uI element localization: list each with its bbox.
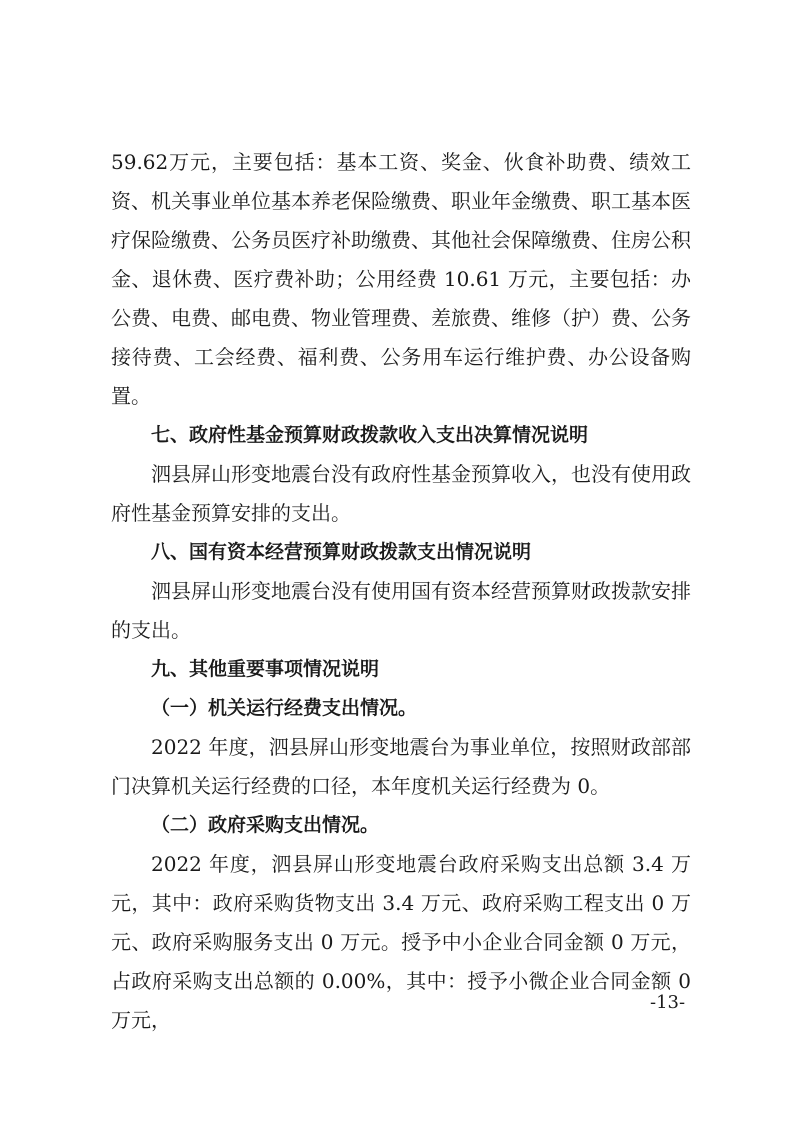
body-text	[111, 143, 691, 1040]
subsection-heading-9-1: （一）机关运行经费支出情况。	[151, 697, 418, 719]
paragraph-operating-expenses: 2022 年度，泗县屏山形变地震台为事业单位，按照财政部部门决算机关运行经费的口径，本年度机关运行经费为 0。	[111, 735, 691, 798]
section-heading-7: 七、政府性基金预算财政拨款收入支出决算情况说明	[151, 424, 589, 446]
section-heading-9: 九、其他重要事项情况说明	[151, 658, 380, 680]
paragraph-government-fund: 泗县屏山形变地震台没有政府性基金预算收入，也没有使用政府性基金预算安排的支出。	[111, 462, 691, 525]
paragraph-personnel-expenses: 59.62万元，主要包括：基本工资、奖金、伙食补助费、绩效工资、机关事业单位基本养老保险缴费、职业年金缴费、职工基本医疗保险缴费、公务员医疗补助缴费、其他社会保障缴费、住房公积金、退休费、医疗费补助；公用经费 10.61 万元，主要包括：办公费、电费、邮电费、物业管理费、差旅费、维修（护）费、公务接待费、工会经费、福利费、公务用车运行维护费、办公设备购置。	[111, 150, 691, 408]
subsection-heading-9-2: （二）政府采购支出情况。	[151, 814, 380, 836]
section-heading-8: 八、国有资本经营预算财政拨款支出情况说明	[151, 541, 532, 563]
paragraph-procurement: 2022 年度，泗县屏山形变地震台政府采购支出总额 3.4 万元，其中：政府采购货物支出 3.4 万元、政府采购工程支出 0 万元、政府采购服务支出 0 万元。授予中小企业合同金额 0 万元，占政府采购支出总额的 0.00%，其中：授予小微企业合同金额 0 万元，	[111, 852, 691, 1032]
paragraph-state-capital: 泗县屏山形变地震台没有使用国有资本经营预算财政拨款安排的支出。	[111, 579, 691, 642]
page-number: -13-	[650, 992, 686, 1013]
